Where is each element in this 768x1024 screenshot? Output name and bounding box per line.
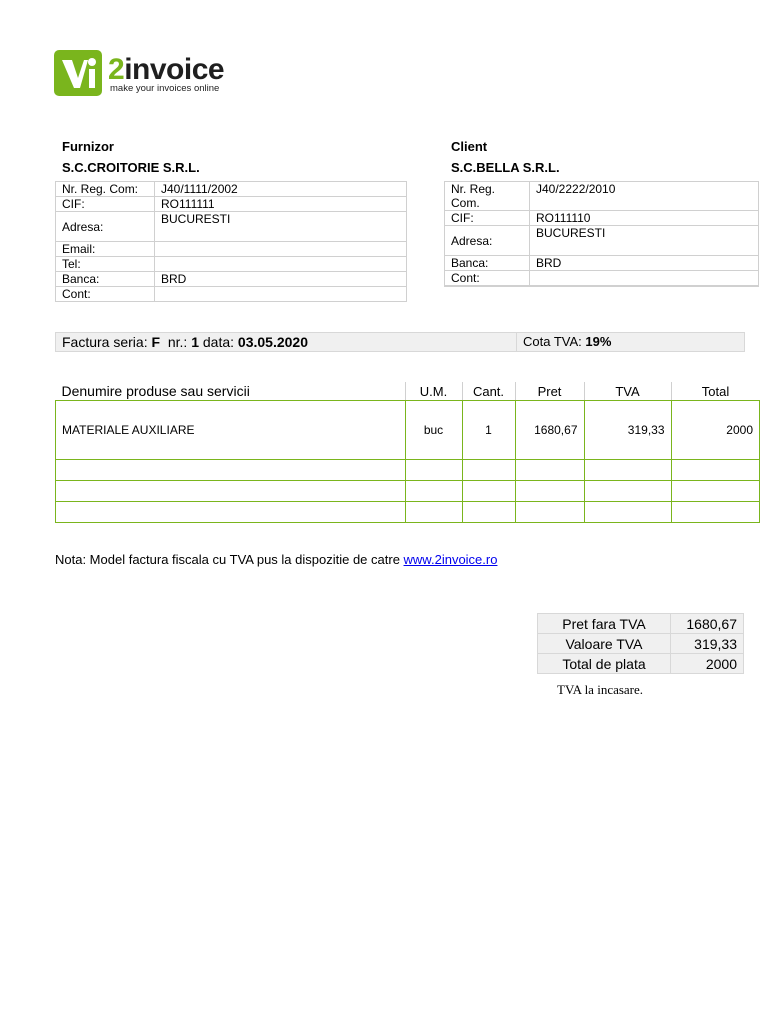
logo-v-icon	[54, 50, 102, 96]
client-name: S.C.BELLA S.R.L.	[451, 160, 560, 175]
client-heading: Client	[451, 139, 488, 154]
client-row-empty	[445, 286, 759, 287]
totals-table	[537, 613, 744, 674]
supplier-row-address: Adresa: BUCURESTI	[56, 212, 407, 242]
supplier-name: S.C.CROITORIE S.R.L.	[62, 160, 200, 175]
vat-cash-note: TVA la incasare.	[557, 682, 644, 697]
supplier-row-email: Email:	[56, 242, 407, 257]
invoice-date: 03.05.2020	[237, 334, 308, 350]
supplier-row-reg: Nr. Reg. Com: J40/1111/2002	[56, 182, 407, 197]
supplier-info-table	[55, 181, 407, 302]
supplier-heading: Furnizor	[62, 139, 114, 154]
table-row-empty	[56, 460, 760, 481]
client-row-account: Cont:	[445, 271, 759, 286]
invoice-number: 1	[191, 334, 199, 350]
client-row-address: Adresa: BUCURESTI	[445, 226, 759, 256]
website-link[interactable]: www.2invoice.ro	[403, 552, 498, 567]
supplier-row-tel: Tel:	[56, 257, 407, 272]
client-info-table	[444, 181, 759, 287]
vat-rate: Cota TVA: 19%	[516, 333, 611, 351]
total-due-row: Total de plata 2000	[538, 654, 744, 674]
client-row-bank: Banca: BRD	[445, 256, 759, 271]
invoice-id: Factura seria: F nr.: 1 data: 03.05.2020	[62, 334, 308, 350]
logo	[54, 50, 254, 98]
logo-wordmark: 2invoice	[108, 53, 225, 86]
supplier-row-bank: Banca: BRD	[56, 272, 407, 287]
table-row-empty	[56, 502, 760, 523]
table-row-empty	[56, 481, 760, 502]
client-row-reg: Nr. Reg. Com. J40/2222/2010	[445, 182, 759, 211]
table-row: MATERIALE AUXILIARE buc 1 1680,67 319,33 2000	[56, 401, 760, 460]
invoice-bar	[55, 332, 745, 352]
invoice-series: F	[151, 334, 161, 350]
total-net-row: Pret fara TVA 1680,67	[538, 614, 744, 634]
supplier-row-account: Cont:	[56, 287, 407, 302]
supplier-row-cif: CIF: RO111111	[56, 197, 407, 212]
logo-tagline: make your invoices online	[110, 83, 220, 94]
total-vat-row: Valoare TVA 319,33	[538, 634, 744, 654]
products-table	[55, 382, 760, 523]
note: Nota: Model factura fiscala cu TVA pus la dispozitie de catre www.2invoice.ro	[55, 552, 498, 567]
client-row-cif: CIF: RO111110	[445, 211, 759, 226]
products-header: Denumire produse sau servicii U.M. Cant. Pret TVA Total	[56, 382, 760, 401]
